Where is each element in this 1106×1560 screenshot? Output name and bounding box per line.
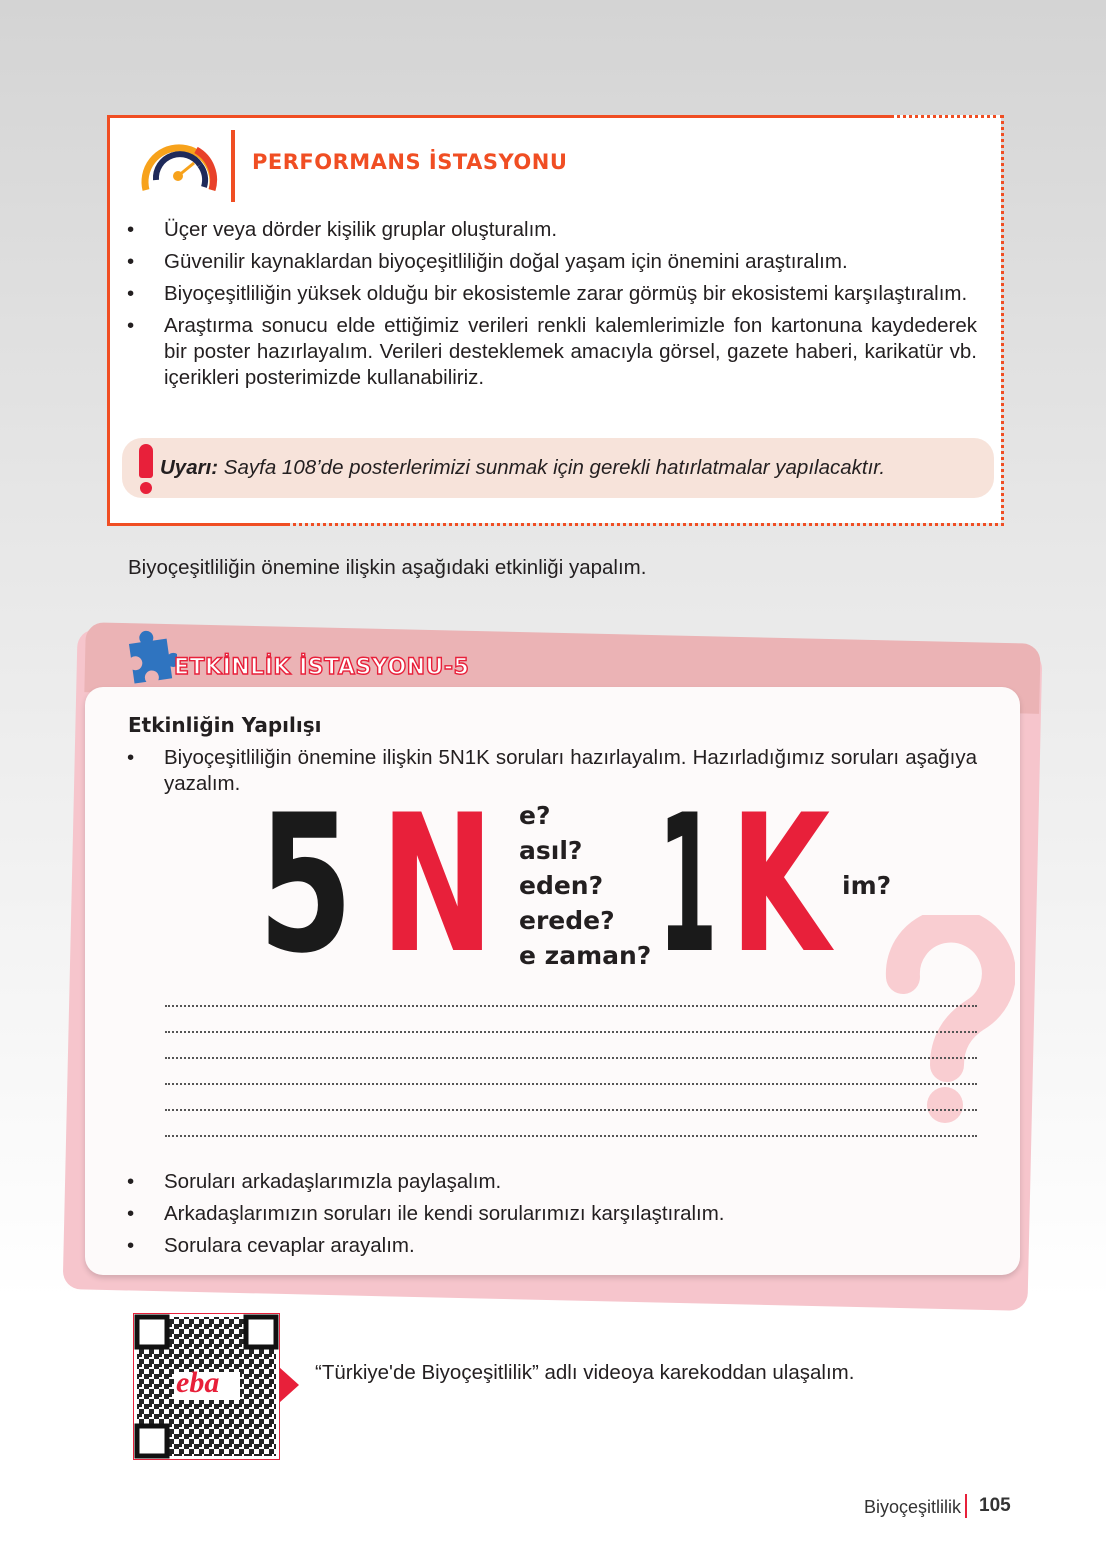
graphic-k: K: [730, 774, 831, 995]
footer-section: Biyoçeşitlilik: [864, 1497, 962, 1517]
answer-line[interactable]: [165, 1135, 977, 1137]
footer-divider: [965, 1494, 967, 1518]
graphic-n: N: [380, 774, 495, 995]
answer-line[interactable]: [165, 1083, 977, 1085]
list-item: • Üçer veya dörder kişilik gruplar oluşturalım.: [127, 217, 977, 243]
question: asıl?: [519, 836, 583, 865]
activity-title: ETKİNLİK İSTASYONU-5: [174, 655, 470, 680]
n-questions: [519, 798, 651, 973]
speedometer-icon: [138, 135, 218, 197]
list-item: • Soruları arkadaşlarımızla paylaşalım.: [127, 1169, 977, 1195]
k-question: im?: [842, 871, 892, 900]
list-item: • Araştırma sonucu elde ettiğimiz verileri renkli kalemlerimizle fon kartonuna kaydederek bir poster hazırlayalım. Verileri desteklemek amacıyla görsel, gazete haberi, karikatür vb. içerikleri posterimizde kullanabiliriz.: [127, 313, 977, 391]
answer-line[interactable]: [165, 1109, 977, 1111]
performance-title: PERFORMANS İSTASYONU: [252, 150, 568, 174]
list-item: • Sorulara cevaplar arayalım.: [127, 1233, 977, 1259]
graphic-1: 1: [658, 774, 718, 995]
list-item: • Biyoçeşitliliğin yüksek olduğu bir ekosistemle zarar görmüş bir ekosistemi karşılaştıralım.: [127, 281, 977, 307]
warning-text: Uyarı: Sayfa 108’de posterlerimizi sunmak için gerekli hatırlatmalar yapılacaktır.: [160, 456, 886, 479]
performance-list: [127, 217, 977, 397]
question-mark-decoration: [885, 915, 1015, 1125]
page-number: 105: [979, 1495, 1011, 1516]
question: erede?: [519, 906, 615, 935]
arrow-icon: [279, 1367, 299, 1403]
qr-text: “Türkiye'de Biyoçeşitlilik” adlı videoya karekoddan ulaşalım.: [315, 1361, 855, 1384]
divider: [231, 130, 235, 202]
puzzle-icon: [125, 627, 177, 685]
answer-line[interactable]: [165, 1005, 977, 1007]
list-item: • Arkadaşlarımızın soruları ile kendi sorularımızı karşılaştıralım.: [127, 1201, 977, 1227]
graphic-5: 5: [258, 774, 354, 995]
question: e?: [519, 801, 551, 830]
exclamation-icon: [136, 444, 156, 496]
answer-line[interactable]: [165, 1057, 977, 1059]
question: e zaman?: [519, 941, 652, 970]
intro-text: Biyoçeşitliliğin önemine ilişkin aşağıdaki etkinliği yapalım.: [128, 556, 647, 579]
list-item: • Güvenilir kaynaklardan biyoçeşitliliğin doğal yaşam için önemini araştıralım.: [127, 249, 977, 275]
question: eden?: [519, 871, 604, 900]
qr-code[interactable]: [133, 1313, 280, 1460]
eba-logo: eba: [176, 1366, 220, 1399]
answer-line[interactable]: [165, 1031, 977, 1033]
activity-subtitle: Etkinliğin Yapılışı: [128, 713, 322, 737]
list-item: • Biyoçeşitliliğin önemine ilişkin 5N1K soruları hazırlayalım. Hazırladığımız soruları aşağıya yazalım.: [127, 745, 977, 797]
